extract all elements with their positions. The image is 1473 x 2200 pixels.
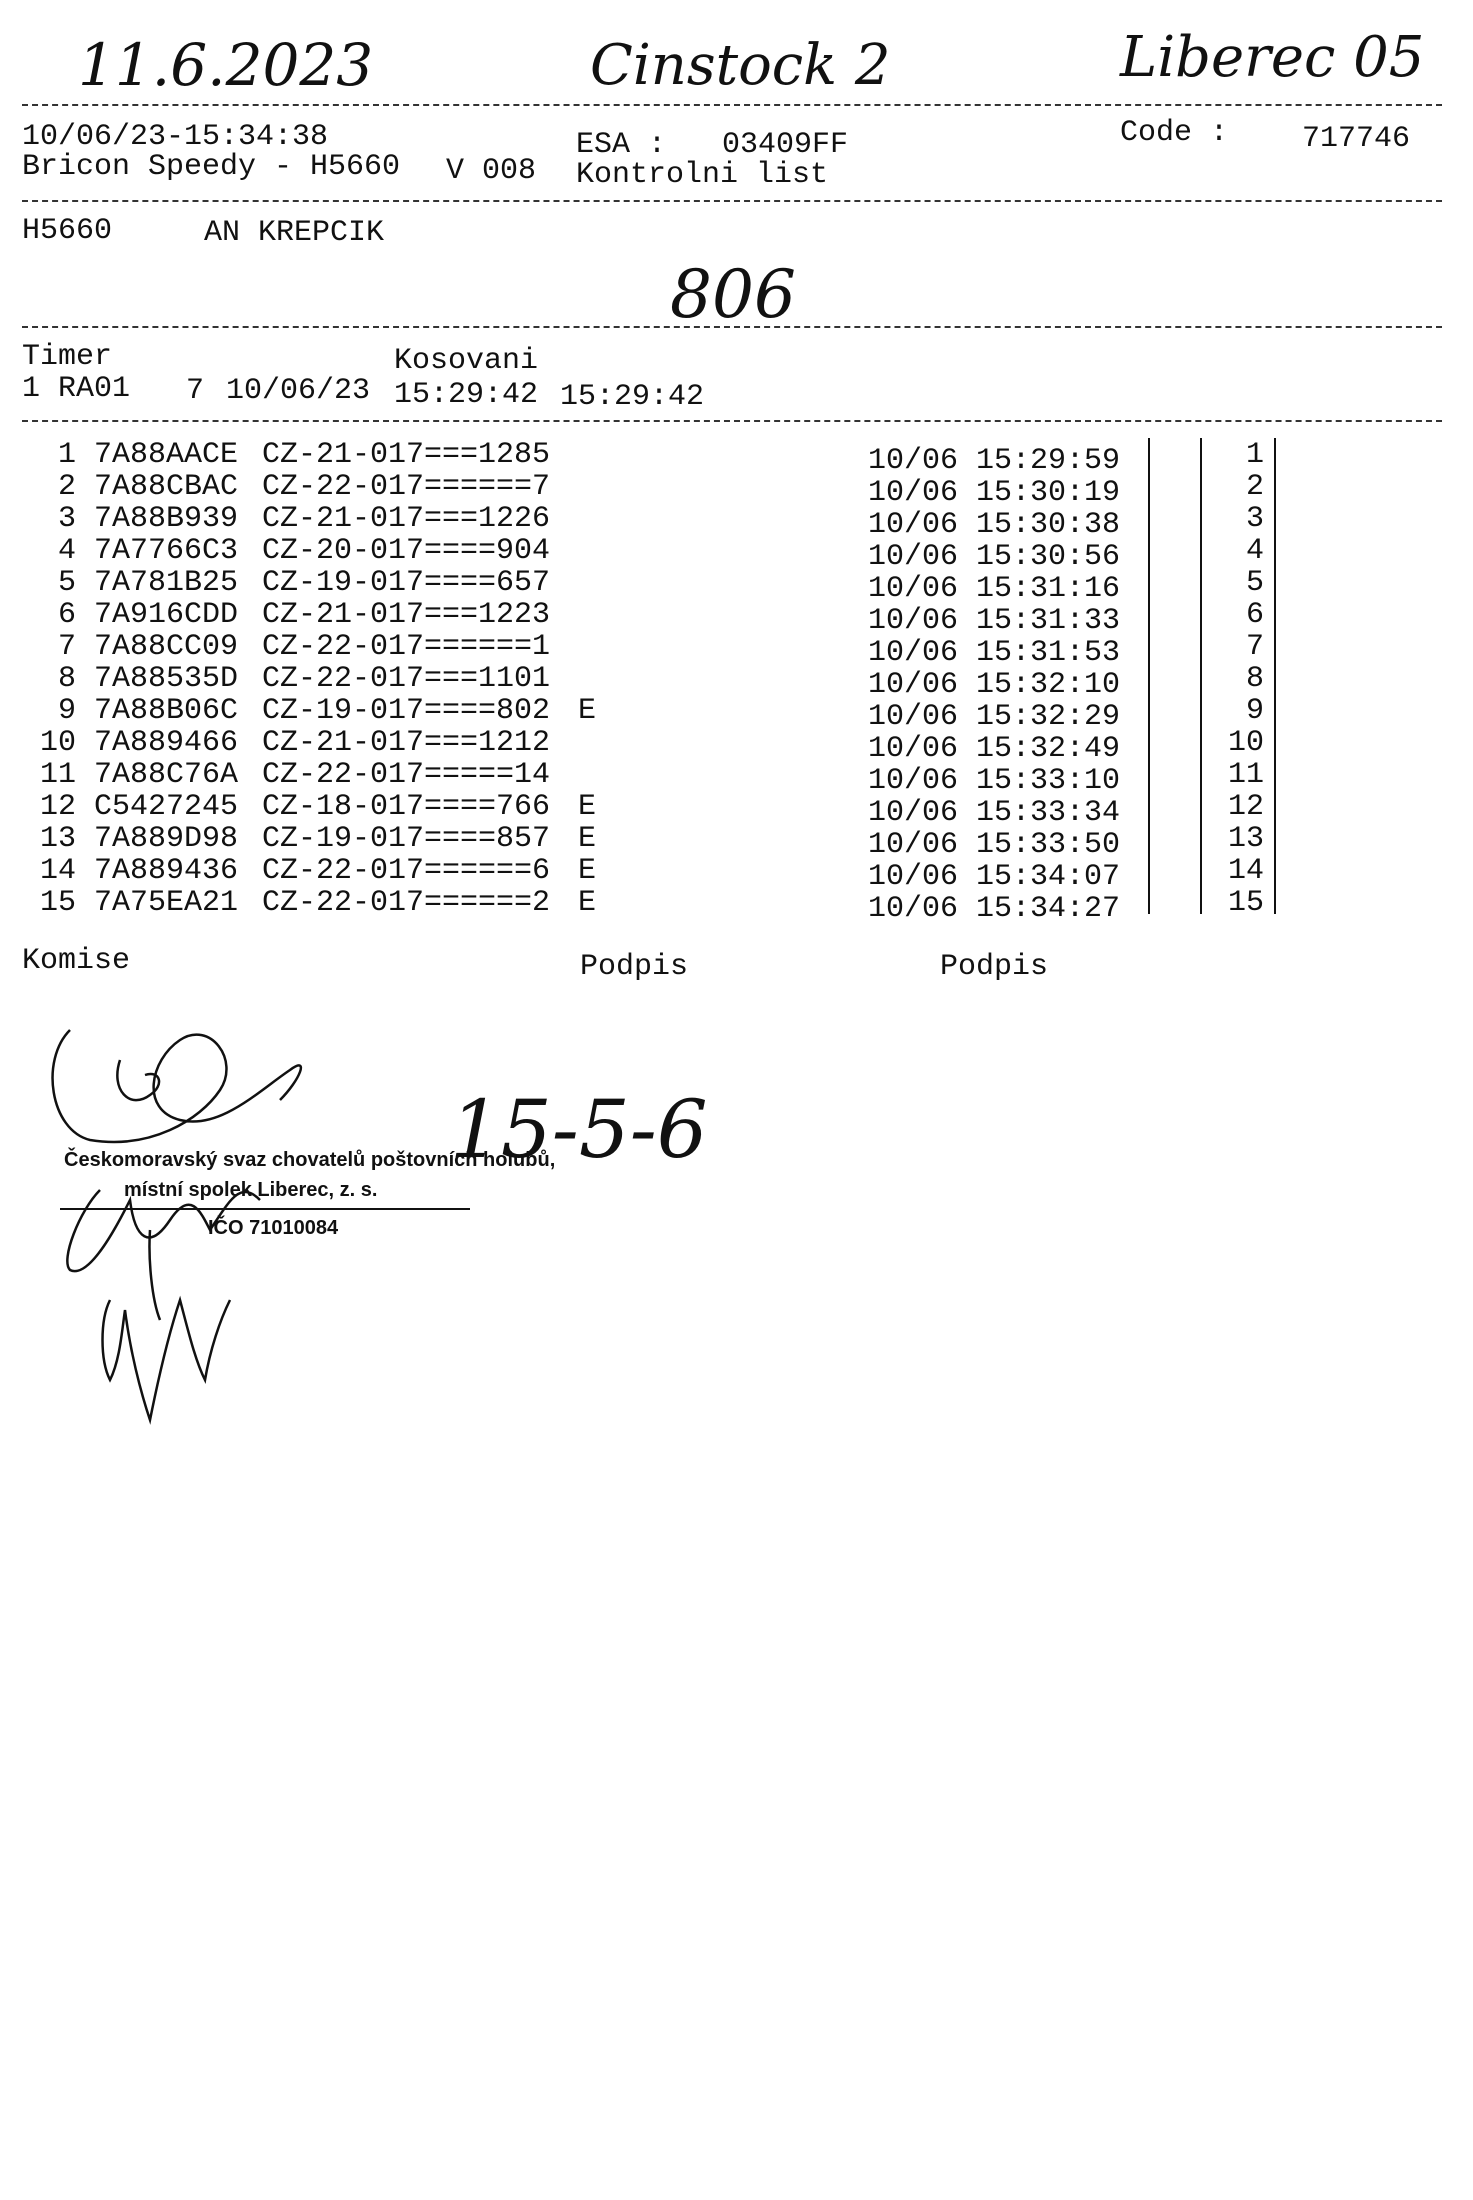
row-number: 2 [58, 470, 77, 504]
row-chip-id: 7A88AACE [94, 438, 239, 472]
esa-label: ESA : [576, 128, 667, 162]
list-item [0, 726, 1473, 766]
row-date: 10/06 [868, 444, 959, 478]
row-chip-id: 7A889466 [94, 726, 239, 760]
row-ring-number: CZ-19-017====857 [262, 822, 551, 856]
list-item [0, 694, 1473, 734]
row-chip-id: 7A88CC09 [94, 630, 239, 664]
divider [22, 420, 1442, 422]
list-item [0, 822, 1473, 862]
row-chip-id: 7A88B939 [94, 502, 239, 536]
stamp-line-1: Českomoravský svaz chovatelů poštovních holubů, [64, 1149, 556, 1171]
row-time: 15:29:59 [976, 444, 1121, 478]
stamp-line-2: místní spolek Liberec, z. s. [124, 1179, 378, 1201]
row-time: 15:32:29 [976, 700, 1121, 734]
komise-label: Komise [22, 944, 131, 978]
row-chip-id: 7A88CBAC [94, 470, 239, 504]
row-time: 15:34:27 [976, 892, 1121, 926]
divider [22, 326, 1442, 328]
row-number: 8 [58, 662, 77, 696]
list-title: Kontrolni list [576, 158, 829, 192]
row-chip-id: 7A889D98 [94, 822, 239, 856]
row-date: 10/06 [868, 700, 959, 734]
row-date: 10/06 [868, 636, 959, 670]
row-date: 10/06 [868, 828, 959, 862]
row-ring-number: CZ-19-017====657 [262, 566, 551, 600]
row-time: 15:34:07 [976, 860, 1121, 894]
row-time: 15:30:38 [976, 508, 1121, 542]
row-box-number: 1 [1246, 438, 1265, 472]
row-box-number: 4 [1246, 534, 1265, 568]
signature-scribbles [30, 1000, 370, 1430]
row-ring-number: CZ-22-017======6 [262, 854, 551, 888]
row-time: 15:31:16 [976, 572, 1121, 606]
row-time: 15:31:33 [976, 604, 1121, 638]
row-ring-number: CZ-21-017===1226 [262, 502, 551, 536]
handwritten-tally: 15-5-6 [450, 1083, 708, 1176]
row-flag: E [578, 822, 597, 856]
row-date: 10/06 [868, 668, 959, 702]
row-number: 11 [40, 758, 77, 792]
timer-index: 1 [22, 372, 41, 406]
podpis-label: Podpis [580, 950, 689, 984]
row-box-number: 10 [1228, 726, 1265, 760]
row-number: 13 [40, 822, 77, 856]
row-date: 10/06 [868, 508, 959, 542]
row-chip-id: 7A889436 [94, 854, 239, 888]
row-ring-number: CZ-22-017======1 [262, 630, 551, 664]
row-chip-id: 7A781B25 [94, 566, 239, 600]
timer-time-end: 15:29:42 [560, 380, 705, 414]
handwritten-date: 11.6.2023 [78, 31, 374, 99]
stamp-rule [60, 1208, 470, 1210]
timer-num: 7 [186, 374, 205, 408]
row-chip-id: 7A88C76A [94, 758, 239, 792]
row-number: 14 [40, 854, 77, 888]
list-item [0, 598, 1473, 638]
row-chip-id: 7A88535D [94, 662, 239, 696]
row-box-number: 13 [1228, 822, 1265, 856]
row-ring-number: CZ-19-017====802 [262, 694, 551, 728]
row-time: 15:33:10 [976, 764, 1121, 798]
row-ring-number: CZ-21-017===1223 [262, 598, 551, 632]
row-date: 10/06 [868, 572, 959, 606]
row-ring-number: CZ-22-017=====14 [262, 758, 551, 792]
list-item [0, 630, 1473, 670]
row-flag: E [578, 790, 597, 824]
handwritten-club: Cinstock 2 [590, 33, 891, 98]
code-label: Code : [1120, 116, 1229, 150]
timer-id: RA01 [58, 372, 131, 406]
device-name: Bricon Speedy - H5660 [22, 150, 401, 184]
list-item [0, 662, 1473, 702]
esa-value: 03409FF [722, 128, 849, 162]
row-flag: E [578, 886, 597, 920]
list-item [0, 470, 1473, 510]
row-time: 15:30:56 [976, 540, 1121, 574]
row-box-number: 11 [1228, 758, 1265, 792]
timer-label: Timer [22, 340, 113, 374]
row-ring-number: CZ-22-017===1101 [262, 662, 551, 696]
row-chip-id: C5427245 [94, 790, 239, 824]
row-number: 12 [40, 790, 77, 824]
row-number: 6 [58, 598, 77, 632]
row-number: 10 [40, 726, 77, 760]
row-number: 9 [58, 694, 77, 728]
list-item [0, 566, 1473, 606]
row-box-number: 12 [1228, 790, 1265, 824]
row-time: 15:32:10 [976, 668, 1121, 702]
row-box-number: 15 [1228, 886, 1265, 920]
stamp-line-3: IČO 71010084 [208, 1217, 339, 1239]
row-number: 1 [58, 438, 77, 472]
row-date: 10/06 [868, 860, 959, 894]
row-time: 15:33:34 [976, 796, 1121, 830]
handwritten-place: Liberec 05 [1120, 25, 1425, 90]
handwritten-count: 806 [670, 256, 796, 333]
row-ring-number: CZ-22-017======7 [262, 470, 551, 504]
row-date: 10/06 [868, 732, 959, 766]
timer-date: 10/06/23 [226, 374, 371, 408]
timer-time-start: 15:29:42 [394, 378, 539, 412]
row-time: 15:33:50 [976, 828, 1121, 862]
row-ring-number: CZ-22-017======2 [262, 886, 551, 920]
row-number: 3 [58, 502, 77, 536]
device-version: V 008 [446, 154, 537, 188]
row-number: 15 [40, 886, 77, 920]
row-box-number: 6 [1246, 598, 1265, 632]
row-chip-id: 7A916CDD [94, 598, 239, 632]
podpis-label: Podpis [940, 950, 1049, 984]
row-date: 10/06 [868, 764, 959, 798]
row-time: 15:30:19 [976, 476, 1121, 510]
row-date: 10/06 [868, 540, 959, 574]
row-number: 4 [58, 534, 77, 568]
row-box-number: 7 [1246, 630, 1265, 664]
row-box-number: 9 [1246, 694, 1265, 728]
divider [22, 200, 1442, 202]
list-item [0, 854, 1473, 894]
row-box-number: 5 [1246, 566, 1265, 600]
code-value: 717746 [1302, 122, 1411, 156]
owner-id: H5660 [22, 214, 113, 248]
row-date: 10/06 [868, 796, 959, 830]
print-timestamp: 10/06/23-15:34:38 [22, 120, 329, 154]
row-ring-number: CZ-21-017===1212 [262, 726, 551, 760]
kosovani-label: Kosovani [394, 344, 539, 378]
owner-name: AN KREPCIK [204, 216, 385, 250]
list-item [0, 438, 1473, 478]
list-item [0, 758, 1473, 798]
row-box-number: 2 [1246, 470, 1265, 504]
row-time: 15:31:53 [976, 636, 1121, 670]
row-ring-number: CZ-21-017===1285 [262, 438, 551, 472]
row-chip-id: 7A7766C3 [94, 534, 239, 568]
list-item [0, 534, 1473, 574]
row-flag: E [578, 694, 597, 728]
row-date: 10/06 [868, 476, 959, 510]
row-number: 5 [58, 566, 77, 600]
list-item [0, 790, 1473, 830]
row-chip-id: 7A75EA21 [94, 886, 239, 920]
divider [22, 104, 1442, 106]
list-item [0, 886, 1473, 926]
row-box-number: 3 [1246, 502, 1265, 536]
row-box-number: 8 [1246, 662, 1265, 696]
row-date: 10/06 [868, 892, 959, 926]
row-box-number: 14 [1228, 854, 1265, 888]
row-date: 10/06 [868, 604, 959, 638]
row-number: 7 [58, 630, 77, 664]
row-time: 15:32:49 [976, 732, 1121, 766]
row-ring-number: CZ-20-017====904 [262, 534, 551, 568]
row-flag: E [578, 854, 597, 888]
row-ring-number: CZ-18-017====766 [262, 790, 551, 824]
list-item [0, 502, 1473, 542]
row-chip-id: 7A88B06C [94, 694, 239, 728]
